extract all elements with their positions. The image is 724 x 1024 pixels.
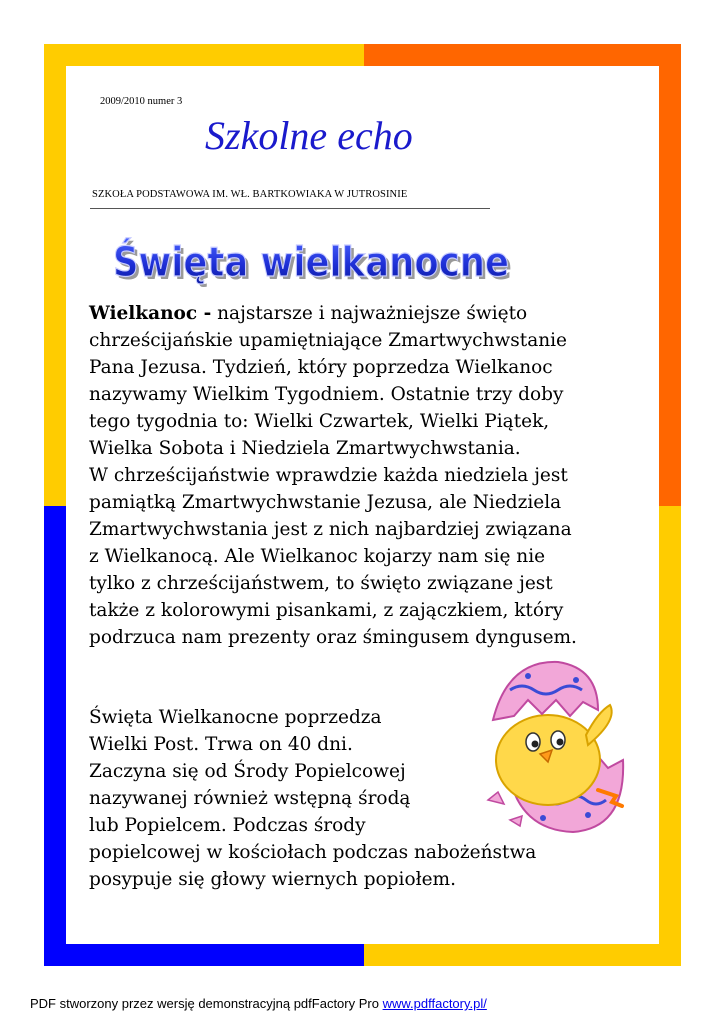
article-headline bbox=[104, 230, 524, 290]
p1-line: z Wielkanocą. Ale Wielkanoc kojarzy nam się nie bbox=[89, 546, 546, 567]
p2-line: nazywanej również wstępną środą bbox=[89, 788, 411, 809]
p1-line: Wielka Sobota i Niedziela Zmartwychwstania. bbox=[89, 438, 521, 459]
paragraph-lead: Wielkanoc - bbox=[89, 303, 212, 324]
p1-line: najstarsze i najważniejsze święto bbox=[211, 303, 528, 324]
p1-line: nazywamy Wielkim Tygodniem. Ostatnie trzy doby bbox=[89, 384, 564, 405]
p1-line: tego tygodnia to: Wielki Czwartek, Wielki Piątek, bbox=[89, 411, 550, 432]
frame-right-top bbox=[659, 44, 681, 506]
footer-text: PDF stworzony przez wersję demonstracyjną pdfFactory Pro bbox=[30, 996, 383, 1011]
frame-top-left bbox=[44, 44, 364, 66]
headline-shadow: Święta wielkanocne bbox=[116, 241, 512, 289]
p2-line: lub Popielcem. Podczas środy bbox=[89, 815, 366, 836]
article-paragraph-1 bbox=[89, 300, 649, 651]
pdf-footer bbox=[30, 996, 487, 1011]
p1-line: Zmartwychwstania jest z nich najbardziej związana bbox=[89, 519, 572, 540]
p2-line: Zaczyna się od Środy Popielcowej bbox=[89, 761, 406, 782]
frame-top-right bbox=[364, 44, 681, 66]
frame-bottom-left bbox=[44, 944, 364, 966]
p2-line: posypuje się głowy wiernych popiołem. bbox=[89, 869, 456, 890]
headline-text: Święta wielkanocne bbox=[113, 238, 509, 286]
p2-line: Święta Wielkanocne poprzedza bbox=[89, 707, 382, 728]
p1-line: chrześcijańskie upamiętniające Zmartwychwstanie bbox=[89, 330, 568, 351]
frame-left-bottom bbox=[44, 506, 66, 966]
p1-line: pamiątką Zmartwychwstanie Jezusa, ale Niedziela bbox=[89, 492, 562, 513]
frame-left-top bbox=[44, 44, 66, 506]
pdffactory-link[interactable]: www.pdffactory.pl/ bbox=[382, 996, 487, 1011]
frame-right-bottom bbox=[659, 506, 681, 966]
p2-line: Wielki Post. Trwa on 40 dni. bbox=[89, 734, 353, 755]
easter-chick-illustration bbox=[448, 650, 638, 840]
issue-number: 2009/2010 numer 3 bbox=[100, 96, 183, 107]
p1-line: tylko z chrześcijaństwem, to święto związane jest bbox=[89, 573, 553, 594]
header-divider bbox=[90, 208, 490, 209]
easter-chick-icon bbox=[448, 650, 638, 840]
p2-line: popielcowej w kościołach podczas nabożeństwa bbox=[89, 842, 537, 863]
frame-bottom-right bbox=[364, 944, 681, 966]
p1-line: podrzuca nam prezenty oraz śmingusem dyngusem. bbox=[89, 627, 577, 648]
p1-line: także z kolorowymi pisankami, z zajączkiem, który bbox=[89, 600, 564, 621]
newsletter-title: Szkolne echo bbox=[205, 113, 413, 158]
p1-line: Pana Jezusa. Tydzień, który poprzedza Wielkanoc bbox=[89, 357, 553, 378]
p1-line: W chrześcijaństwie wprawdzie każda niedziela jest bbox=[89, 465, 568, 486]
school-name: SZKOŁA PODSTAWOWA IM. WŁ. BARTKOWIAKA W JUTROSINIE bbox=[92, 189, 408, 200]
